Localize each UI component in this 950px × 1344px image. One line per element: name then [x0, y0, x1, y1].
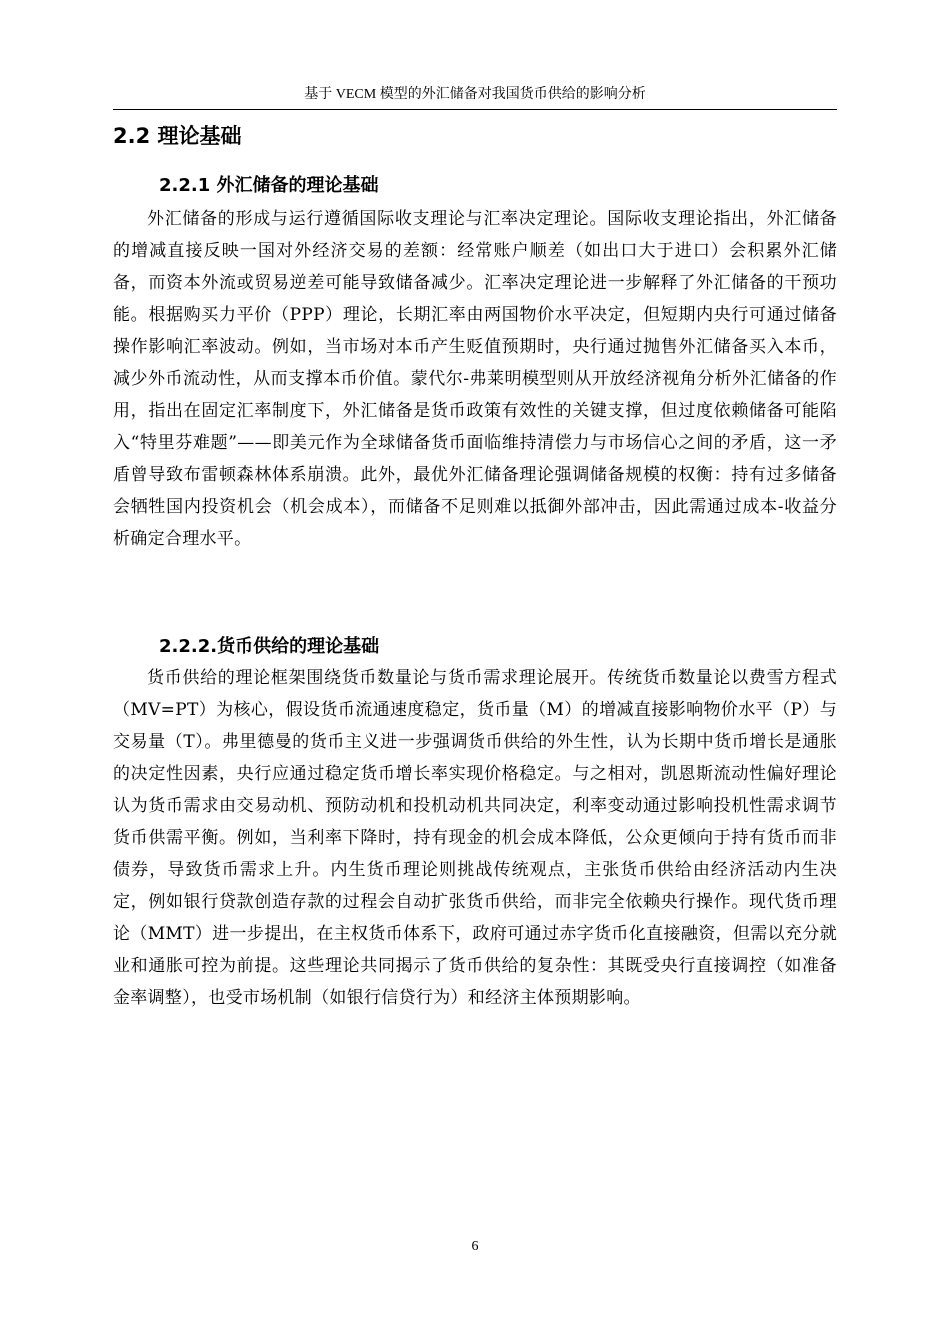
header-divider: [113, 109, 837, 110]
paragraph-money-supply-theory: 货币供给的理论框架围绕货币数量论与货币需求理论展开。传统货币数量论以费雪方程式（MV=PT）为核心，假设货币流通速度稳定，货币量（M）的增减直接影响物价水平（P）与交易量（T）。弗里德曼的货币主义进一步强调货币供给的外生性，认为长期中货币增长是通胀的决定性因素，央行应通过稳定货币增长率实现价格稳定。与之相对，凯恩斯流动性偏好理论认为货币需求由交易动机、预防动机和投机动机共同决定，利率变动通过影响投机性需求调节货币供需平衡。例如，当利率下降时，持有现金的机会成本降低，公众更倾向于持有货币而非债券，导致货币需求上升。内生货币理论则挑战传统观点，主张货币供给由经济活动内生决定，例如银行贷款创造存款的过程会自动扩张货币供给，而非完全依赖央行操作。现代货币理论（MMT）进一步提出，在主权货币体系下，政府可通过赤字货币化直接融资，但需以充分就业和通胀可控为前提。这些理论共同揭示了货币供给的复杂性：其既受央行直接调控（如准备金率调整），也受市场机制（如银行信贷行为）和经济主体预期影响。: [113, 668, 837, 1008]
subsection-heading-forex: 2.2.1 外汇储备的理论基础: [159, 175, 379, 196]
page-number: 6: [471, 1239, 479, 1254]
running-header: 基于 VECM 模型的外汇储备对我国货币供给的影响分析: [304, 87, 646, 102]
paragraph-forex-theory: 外汇储备的形成与运行遵循国际收支理论与汇率决定理论。国际收支理论指出，外汇储备的增减直接反映一国对外经济交易的差额：经常账户顺差（如出口大于进口）会积累外汇储备，而资本外流或贸易逆差可能导致储备减少。汇率决定理论进一步解释了外汇储备的干预功能。根据购买力平价（PPP）理论，长期汇率由两国物价水平决定，但短期内央行可通过储备操作影响汇率波动。例如，当市场对本币产生贬值预期时，央行通过抛售外汇储备买入本币，减少外币流动性，从而支撑本币价值。蒙代尔-弗莱明模型则从开放经济视角分析外汇储备的作用，指出在固定汇率制度下，外汇储备是货币政策有效性的关键支撑，但过度依赖储备可能陷入“特里芬难题”——即美元作为全球储备货币面临维持清偿力与市场信心之间的矛盾，这一矛盾曾导致布雷顿森林体系崩溃。此外，最优外汇储备理论强调储备规模的权衡：持有过多储备会牺牲国内投资机会（机会成本），而储备不足则难以抵御外部冲击，因此需通过成本-收益分析确定合理水平。: [113, 209, 837, 549]
section-heading: 2.2 理论基础: [113, 124, 242, 148]
subsection-heading-money-supply: 2.2.2.货币供给的理论基础: [159, 636, 380, 657]
